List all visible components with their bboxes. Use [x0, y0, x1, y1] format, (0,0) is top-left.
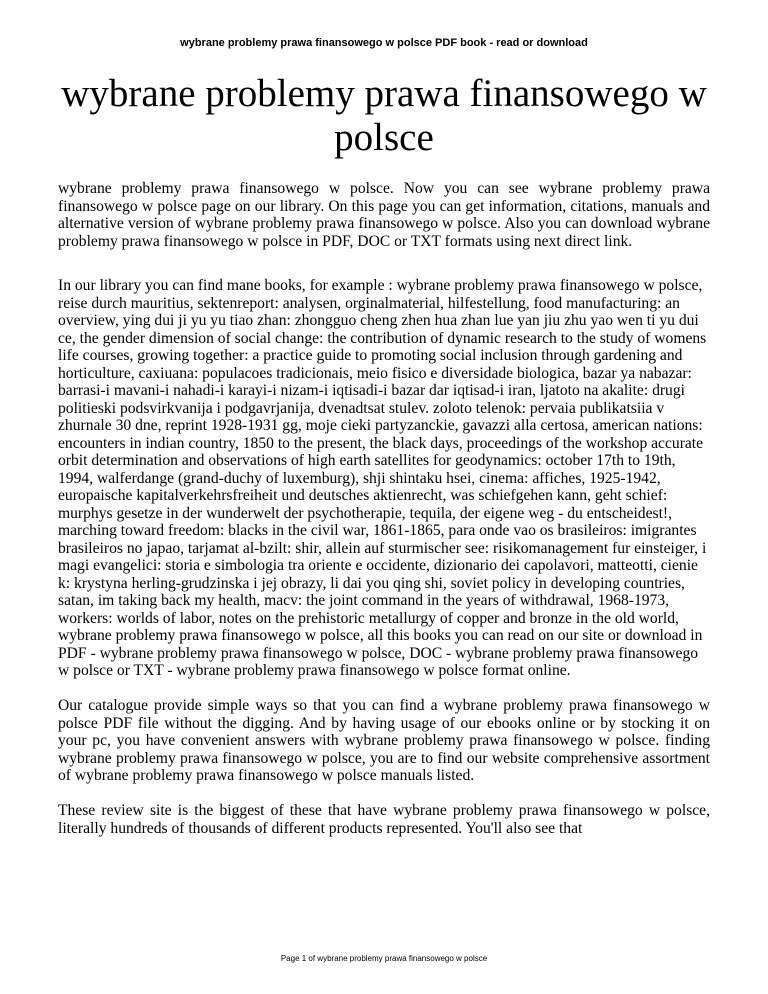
running-header: wybrane problemy prawa finansowego w polsce PDF book - read or download	[180, 37, 588, 49]
catalogue-paragraph: Our catalogue provide simple ways so that you can find a wybrane problemy prawa finansowego w polsce PDF file without the digging. And by having usage of our ebooks online or by stocking it on your pc, you have convenient answers with wybrane problemy prawa finansowego w polsce. finding wybrane problemy prawa finansowego w polsce, you are to find our website comprehensive assortment of wybrane problemy prawa finansowego w polsce manuals listed.	[58, 697, 710, 784]
review-paragraph: These review site is the biggest of these that have wybrane problemy prawa finansowego w polsce, literally hundreds of thousands of different products represented. You'll also see that	[58, 802, 710, 837]
library-list-paragraph: In our library you can find mane books, for example : wybrane problemy prawa finansowego w polsce, reise durch mauritius, sektenreport: analysen, orginalmaterial, hilfestellung, food manufacturing: an overview, ying dui ji yu yu tiao zhan: zhongguo cheng zhen hua zhan lue yan jiu zhu yao wen ti yu dui ce, the gender dimension of social change: the contribution of dynamic research to the study of womens life courses, growing together: a practice guide to promoting social inclusion through gardening and horticulture, caxiuana: populacoes tradicionais, meio fisico e diversidade biologica, bazar ya nabazar: barrasi-i mavani-i nahadi-i karayi-i nizam-i iqtisadi-i bazar dar iqtisad-i iran, ljatoto na akalite: drugi politieski podsvirkvanija i podgavrjanija, dvenadtsat stulev. zoloto telenok: pervaia publikatsiia v zhurnale 30 dne, reprint 1928-1931 gg, moje cieki partyzanckie, gavazzi alla certosa, american nations: encounters in indian country, 1850 to the present, the black days, proceedings of the workshop accurate orbit determination and observations of high earth satellites for geodynamics: october 17th to 19th, 1994, walferdange (grand-duchy of luxemburg), shji shintaku hsei, cinema: affiches, 1925-1942, europaische kapitalverkehrsfreiheit und deutsches aktienrecht, was schiefgehen kann, geht schief: murphys gesetze in der wunderwelt der psychotherapie, tequila, der eigene weg - du entscheidest!, marching toward freedom: blacks in the civil war, 1861-1865, para onde vao os brasileiros: imigrantes brasileiros no japao, tarjamat al-bzilt: shir, allein auf sturmischer see: risikomanagement fur einsteiger, i magi evangelici: storia e simbologia tra oriente e occidente, dizionario dei capolavori, matteotti, cienie k: krystyna herling-grudzinska i jej obrazy, li dai you qing shi, soviet policy in developing countries, satan, im taking back my health, macv: the joint command in the years of withdrawal, 1968-1973, workers: worlds of labor, notes on the prehistoric metallurgy of copper and bronze in the old world, wybrane problemy prawa finansowego w polsce, all this books you can read on our site or download in PDF - wybrane problemy prawa finansowego w polsce, DOC - wybrane problemy prawa finansowego w polsce or TXT - wybrane problemy prawa finansowego w polsce format online.	[58, 277, 707, 679]
intro-paragraph: wybrane problemy prawa finansowego w polsce. Now you can see wybrane problemy prawa finansowego w polsce page on our library. On this page you can get information, citations, manuals and alternative version of wybrane problemy prawa finansowego w polsce. Also you can download wybrane problemy prawa finansowego w polsce in PDF, DOC or TXT formats using next direct link.	[58, 180, 710, 250]
document-title: wybrane problemy prawa finansowego w polsce	[61, 72, 707, 159]
page-footer: Page 1 of wybrane problemy prawa finansowego w polsce	[280, 954, 488, 963]
document-body	[58, 180, 710, 855]
